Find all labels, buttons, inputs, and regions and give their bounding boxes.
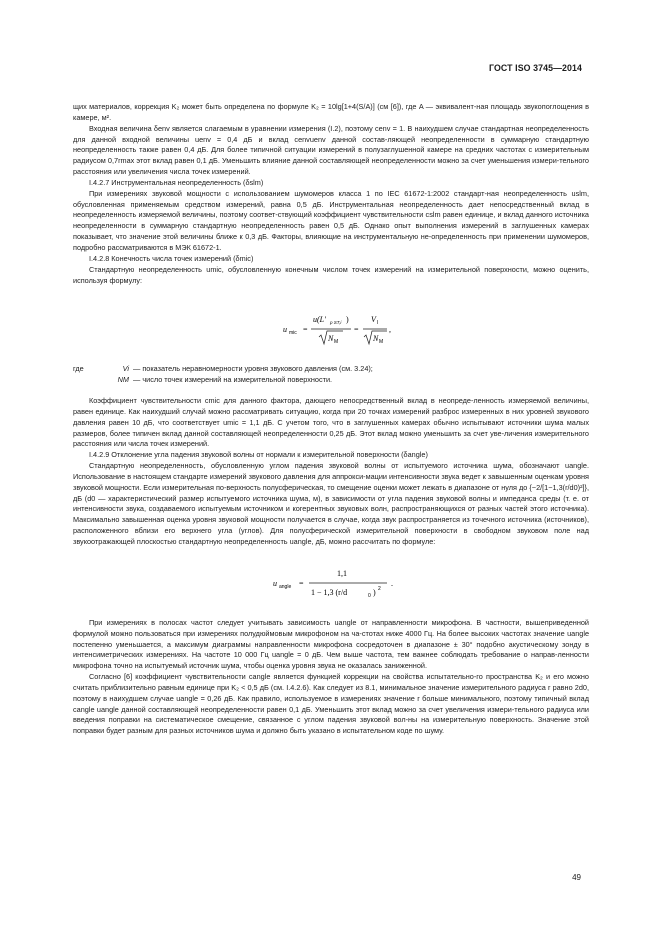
legend-row bbox=[73, 375, 589, 386]
paragraph: При измерениях в полосах частот следует учитывать зависимость uangle от направленности микрофона. В частности, вышеприведенной формулой можно пользоваться при измерениях полудюймовым микрофоном на ча-стотах ниже 4000 Гц. На более высоких частотах значение uangle постепенно уменьшается, а максимум диаграммы направленности микрофона сосредоточен в диапазоне ± 30° подобно акустическому зонду в интенсиметрических измерениях. На частоте 10 000 Гц uangle = 0 дБ. Чем выше частота, тем важнее соблюдать требование о направ-ленности микрофона точно на испытуемый источник шума, чтобы оценка уровня звука не оказалась заниженной. bbox=[73, 617, 589, 671]
legend-symbol: NM bbox=[117, 375, 129, 385]
formula-end: , bbox=[389, 325, 391, 335]
formula-u-angle bbox=[73, 560, 589, 610]
formula-eq: = bbox=[303, 325, 308, 335]
formula-den-2-sub: M bbox=[379, 339, 384, 346]
legend-text: — число точек измерений на измерительной поверхности. bbox=[133, 375, 333, 385]
formula-den-2: N bbox=[373, 334, 379, 344]
formula2-den-close: ) bbox=[373, 587, 376, 597]
formula2-lhs-sub: angle bbox=[279, 583, 292, 590]
formula2-den: 1 − 1,3 (r/d bbox=[311, 587, 348, 597]
formula-legend bbox=[73, 364, 589, 386]
formula2-eq: = bbox=[299, 578, 304, 588]
formula-u-mic-graphic bbox=[283, 300, 393, 360]
legend-where: где bbox=[73, 364, 84, 374]
document-body bbox=[73, 102, 589, 737]
legend-text: — показатель неравномерности уровня звукового давления (см. 3.24); bbox=[133, 364, 373, 374]
formula-num1-sub: p ST,i bbox=[330, 320, 342, 326]
formula-lhs: u bbox=[283, 325, 287, 335]
formula-den: N bbox=[328, 334, 334, 344]
paragraph: Стандартную неопределенность umic, обусловленную конечным числом точек измерений на измерительной поверхности, можно оценить, используя формулу: bbox=[73, 264, 589, 285]
paragraph: Коэффициент чувствительности cmic для данного фактора, дающего непосредственный вклад в неопреде-ленность измеряемой величины, равен единице. Как наихудший случай можно рассматривать ситуацию, когда при 20 точках измерений разброс измеренных в них уровней звукового давления равен 10 дБ, что соответствует umic = 1,1 дБ. С учетом того, что в заглушенных камерах обычно испытывают источники шума малых размеров, более типичен вклад данной составляющей неопределенности 0,25 дБ. Этот вклад можно уменьшить за счет уве-личения измерительного расстояния или числа точек измерений. bbox=[73, 396, 589, 449]
formula-u-angle-graphic bbox=[273, 560, 413, 608]
formula-num1: u(L′ bbox=[313, 315, 326, 325]
formula-u-mic bbox=[73, 300, 589, 362]
formula2-num: 1,1 bbox=[337, 568, 347, 578]
formula-lhs-sub: mic bbox=[289, 330, 297, 337]
formula2-den-sub: 0 bbox=[368, 592, 371, 599]
formula-den-sub: M bbox=[334, 339, 339, 346]
section-heading: I.4.2.7 Инструментальная неопределенность (δslm) bbox=[89, 177, 264, 187]
section-heading: I.4.2.8 Конечность числа точек измерений (δmic) bbox=[89, 253, 254, 263]
formula-num2: V bbox=[371, 315, 376, 325]
standard-header: ГОСТ ISO 3745—2014 bbox=[489, 63, 582, 73]
formula2-end: . bbox=[391, 578, 393, 588]
paragraph: Входная величина δenv является слагаемым в уравнении измерения (I.2), поэтому cenv = 1. В наихудшем случае стандартная неопределенность для данной входной величины uenv = 0,4 дБ и вклад cenvuenv данной состав-ляющей неопределенности в суммарную стандартную неопределенность также равен 0,4 дБ. Для более типичной ситуации измерений в полузаглушенной камере на средних частотах с измерительным радиусом 0,7rmax этот вклад равен 0,1 дБ. Уменьшить влияние данной составляющей неопределенности можно за счет уменьшения измери-тельного расстояния или увеличения числа точек измерений. bbox=[73, 123, 589, 177]
formula-num1-close: ) bbox=[346, 315, 349, 325]
formula-num2-sub: I bbox=[377, 320, 379, 327]
section-heading: I.4.2.9 Отклонение угла падения звуковой волны от нормали к измерительной поверхности (δangle) bbox=[89, 450, 428, 460]
legend-symbol: Vi bbox=[122, 364, 129, 374]
page-number: 49 bbox=[572, 873, 581, 882]
paragraph: При измерениях звуковой мощности с использованием шумомеров класса 1 по IEC 61672-1:2002 стандарт-ная неопределенность uslm, обусловленная применяемым средством измерений, равна 0,5 дБ. Инструментальная неопределенность дает непосредственный вклад в неопределенность измеряемой величины, поэтому соответ-ствующий коэффициент чувствительности cslm равен единице, и вклад данного источника неопределенности в суммарную стандартную неопределенность равен 0,5 дБ. Однако опыт выполнения измерений в заглушенных камерах показывает, что значение этой величины ближе к 0,3 дБ. Факторы, влияющие на инструментальную не-определенность при применении шумомеров, подробно рассматриваются в МЭК 61672-1. bbox=[73, 188, 589, 252]
paragraph: Стандартную неопределенность, обусловленную углом падения звуковой волны от испытуемого источника шума, обозначают uangle. Использование в настоящем стандарте измерений звукового давления для аппрокси-мации интенсивности звука ведет к завышенным оценкам уровня звуковой мощности. Если измерительная по-верхность полусферическая, то смещение оценки может лежать в диапазоне от нуля до {−2/[1−1,3(r/d0)²]}, дБ (d0 — характеристический размер испытуемого источника шума, м), в зависимости от угла падения звуковой волны и импеданса среды (т. е. от интенсивности звука, создаваемого испытуемым источником и когерентных звуковых волн, распространяющихся от разных частей этого источника). Максимально завышенная оценка уровня звуковой мощности получается в случае, когда звук распространяется из точечного источника (источников), расположенного вблизи его верхнего угла (углов). Для полусферической измерительной поверхности в свободном звуковом поле над звукоотражающей плоскостью стандартную неопределенность uangle, дБ, можно рассчитать по формуле: bbox=[73, 461, 589, 546]
formula2-den-sup: 2 bbox=[378, 585, 381, 592]
legend-row bbox=[73, 364, 589, 375]
formula-eq-2: = bbox=[354, 325, 359, 335]
formula2-lhs: u bbox=[273, 578, 277, 588]
paragraph: щих материалов, коррекция K₂ может быть определена по формуле K₂ = 10lg[1+4(S/A)] (см [6]), где A — эквивалент-ная площадь звукопоглощения в камере, м². bbox=[73, 102, 589, 122]
paragraph: Согласно [6] коэффициент чувствительности cangle является функцией коррекции на свойства испытательно-го пространства K₂ и его можно считать приблизительно равным единице при K₂ < 0,5 дБ (см. I.4.2.6). Как следует из 8.1, минимальное значение измерительного радиуса r равно 2d0, поэтому в наихудшем случае uangle = 0,26 дБ. Как правило, используемое в измерениях значение r больше минимального, поэтому типичный вклад cangle uangle данной составляющей неопределенности равен 0,1 дБ. Уменьшить этот вклад можно за счет увеличения измери-тельного радиуса или введения поправки на систематическое смещение, связанное с углом падения звуковой вол-ны на измерительную поверхность. Значение этой поправки будет разным для разных источников шума и должно быть указано в испытательном коде по шуму. bbox=[73, 672, 589, 736]
